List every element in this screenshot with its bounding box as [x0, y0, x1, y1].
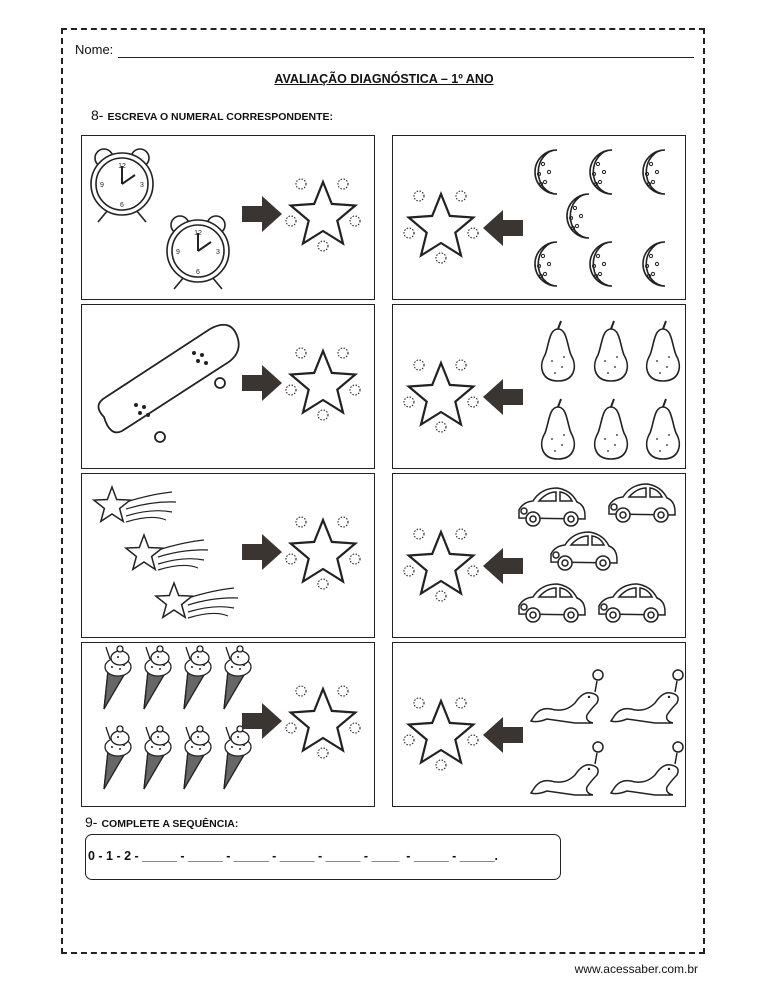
car-icon [519, 488, 585, 526]
pear-icon [595, 399, 628, 459]
exercise-panel-clocks [81, 135, 375, 300]
pear-icon [542, 321, 575, 381]
arrow-right-icon [242, 534, 282, 570]
seal-icon [531, 670, 603, 723]
ice-cream-icon [104, 646, 131, 709]
footer-site: www.acessaber.com.br [574, 962, 698, 976]
arrow-left-icon [483, 548, 523, 584]
ice-cream-icon [224, 646, 251, 709]
moon-icon [643, 242, 665, 286]
svg-text:6: 6 [120, 202, 124, 209]
name-input-line[interactable] [118, 57, 694, 58]
car-icon [609, 484, 675, 522]
pear-icon [647, 399, 680, 459]
arrow-right-icon [242, 196, 282, 232]
question-8-heading [91, 107, 333, 123]
moon-icon [535, 150, 557, 194]
moon-icon [567, 194, 589, 238]
answer-star[interactable] [286, 179, 360, 251]
car-icon [519, 584, 585, 622]
exercise-panel-ice-creams [81, 642, 375, 807]
moon-icon [535, 242, 557, 286]
svg-text:6: 6 [196, 269, 200, 276]
exercise-panel-seals [392, 642, 686, 807]
ice-cream-icon [104, 726, 131, 789]
shooting-star-icon [94, 487, 176, 522]
moon-icon [590, 242, 612, 286]
answer-star[interactable] [404, 360, 478, 432]
answer-star[interactable] [286, 348, 360, 420]
svg-text:9: 9 [100, 182, 104, 189]
sequence-text[interactable]: 0 - 1 - 2 - _____ - _____ - _____ - _____ - _____ - ____ - _____ - _____. [88, 849, 499, 863]
pear-icon [595, 321, 628, 381]
shooting-star-icon [126, 535, 208, 570]
ice-cream-icon [224, 726, 251, 789]
ice-cream-icon [184, 646, 211, 709]
exercise-panel-pears [392, 304, 686, 469]
answer-star[interactable] [404, 698, 478, 770]
answer-star[interactable] [286, 686, 360, 758]
ice-cream-icon [144, 646, 171, 709]
arrow-left-icon [483, 379, 523, 415]
car-icon [599, 584, 665, 622]
answer-star[interactable] [404, 529, 478, 601]
seal-icon [611, 742, 683, 795]
answer-star[interactable] [404, 191, 478, 263]
pear-icon [542, 399, 575, 459]
ice-cream-icon [184, 726, 211, 789]
ice-cream-icon [144, 726, 171, 789]
svg-text:3: 3 [216, 249, 220, 256]
svg-text:3: 3 [140, 182, 144, 189]
answer-star[interactable] [286, 517, 360, 589]
arrow-right-icon [242, 703, 282, 739]
svg-text:12: 12 [194, 230, 202, 237]
arrow-left-icon [483, 210, 523, 246]
seal-icon [531, 742, 603, 795]
skateboard-icon [98, 325, 238, 442]
shooting-star-icon [156, 583, 238, 618]
question-9-text: COMPLETE A SEQUÊNCIA: [101, 818, 239, 830]
question-9-number: 9- [85, 814, 98, 830]
moon-icon [643, 150, 665, 194]
exercise-panel-skateboard [81, 304, 375, 469]
car-icon [551, 532, 617, 570]
arrow-left-icon [483, 717, 523, 753]
question-9-heading [85, 814, 238, 830]
arrow-right-icon [242, 365, 282, 401]
svg-text:12: 12 [118, 163, 126, 170]
moon-icon [590, 150, 612, 194]
question-8-text: ESCREVA O NUMERAL CORRESPONDENTE: [107, 111, 334, 123]
exercise-panel-moons [392, 135, 686, 300]
question-8-number: 8- [91, 107, 104, 123]
svg-text:9: 9 [176, 249, 180, 256]
pear-icon [647, 321, 680, 381]
name-label: Nome: [75, 42, 114, 57]
exercise-panel-shooting-stars [81, 473, 375, 638]
seal-icon [611, 670, 683, 723]
exercise-panel-cars [392, 473, 686, 638]
page-title: AVALIAÇÃO DIAGNÓSTICA – 1º ANO [274, 72, 494, 86]
